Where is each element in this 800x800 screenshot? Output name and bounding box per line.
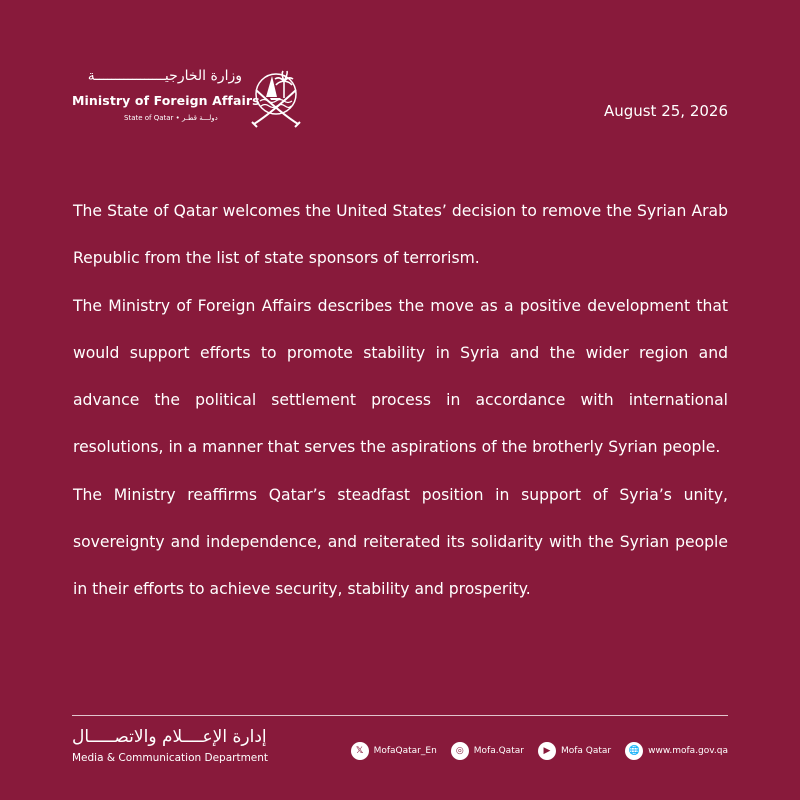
state-of-qatar-label: State of Qatar • دولـــة قطـر bbox=[124, 114, 218, 122]
qatar-emblem-icon bbox=[248, 62, 304, 130]
statement-paragraph-2: The Ministry of Foreign Affairs describes the move as a positive development that would support efforts to promote stability in Syria and the wider region and advance the political settlement process in accordance with international resolutions, in a manner that serves the aspirations of the brotherly Syrian people. bbox=[73, 297, 728, 456]
social-link-instagram[interactable] bbox=[451, 742, 524, 760]
header bbox=[72, 62, 728, 142]
ministry-name-arabic: وزارة الخارجيـــــــــــــــــة bbox=[87, 68, 242, 84]
social-label-instagram: Mofa.Qatar bbox=[473, 746, 524, 756]
statement-body bbox=[73, 188, 728, 614]
social-label-website: www.mofa.gov.qa bbox=[648, 746, 728, 756]
youtube-icon: ▶ bbox=[538, 742, 556, 760]
ministry-name-english: Ministry of Foreign Affairs bbox=[72, 93, 260, 108]
social-links bbox=[351, 742, 728, 760]
ministry-logo bbox=[72, 62, 312, 134]
statement-paragraph-1: The State of Qatar welcomes the United States’ decision to remove the Syrian Arab Republic from the list of state sponsors of terrorism. bbox=[73, 202, 728, 267]
social-link-x[interactable] bbox=[351, 742, 437, 760]
globe-icon: 🌐 bbox=[625, 742, 643, 760]
social-link-youtube[interactable] bbox=[538, 742, 611, 760]
department-name-english: Media & Communication Department bbox=[72, 752, 269, 764]
social-label-x: MofaQatar_En bbox=[373, 746, 437, 756]
social-link-website[interactable] bbox=[625, 742, 728, 760]
social-label-youtube: Mofa Qatar bbox=[560, 746, 612, 756]
instagram-icon: ◎ bbox=[451, 742, 469, 760]
x-icon: 𝕏 bbox=[351, 742, 369, 760]
release-date: August 25, 2026 bbox=[603, 102, 728, 120]
department-name-arabic: إدارة الإعــــلام والاتصـــــال bbox=[72, 727, 267, 747]
footer-divider bbox=[72, 715, 728, 716]
statement-paragraph-3: The Ministry reaffirms Qatar’s steadfast position in support of Syria’s unity, sovereignty and independence, and reiterated its solidarity with the Syrian people in their efforts to achieve security, stability and prosperity. bbox=[73, 486, 728, 598]
